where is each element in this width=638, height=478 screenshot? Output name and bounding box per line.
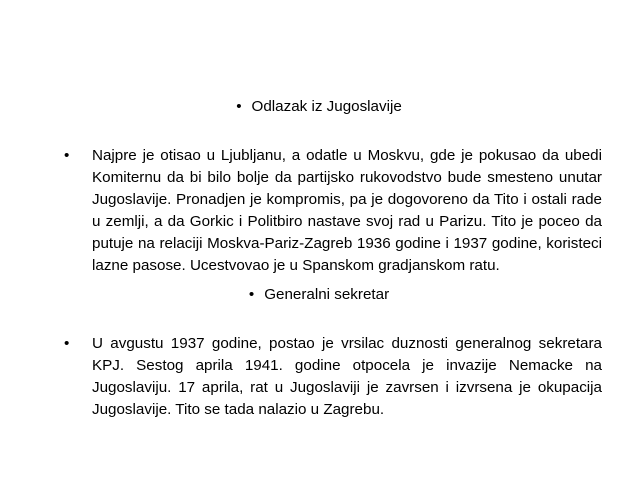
bullet-icon: • bbox=[236, 98, 242, 115]
heading-odlazak-text: Odlazak iz Jugoslavije bbox=[251, 98, 402, 115]
bullet-icon: • bbox=[248, 286, 255, 303]
heading-odlazak bbox=[0, 96, 638, 118]
bullet-icon: • bbox=[64, 335, 70, 352]
bullet-icon: • bbox=[64, 147, 70, 164]
paragraph-generalni-sekretar bbox=[64, 333, 604, 421]
heading-generalni-sekretar-text: Generalni sekretar bbox=[264, 286, 390, 303]
paragraph-odlazak bbox=[64, 145, 604, 277]
paragraph-odlazak-text: Najpre je otisao u Ljubljanu, a odatle u Moskvu, gde je pokusao da ubedi Komiternu da bi bilo bolje da partijsko rukovodstvo bude smesteno unutar Jugoslavije. Pronadjen je kompromis, pa je dogovoreno da Tito i ostali rade u zemlji, a da Gorkic i Politbiro nastave svoj rad u Parizu. Tito je poceo da putuje na relaciji Moskva-Pariz-Zagreb 1936 godine i 1937 godine, koristeci lazne pasose. Ucestvovao je u Spanskom gradjanskom ratu. bbox=[92, 147, 602, 274]
heading-generalni-sekretar bbox=[0, 284, 638, 306]
paragraph-generalni-sekretar-text: U avgustu 1937 godine, postao je vrsilac duznosti generalnog sekretara KPJ. Sestog aprila 1941. godine otpocela je invazije Nemacke na Jugoslaviju. 17 aprila, rat u Jugoslaviji je zavrsen i izvrsena je okupacija Jugoslavije. Tito se tada nalazio u Zagrebu. bbox=[92, 335, 602, 418]
